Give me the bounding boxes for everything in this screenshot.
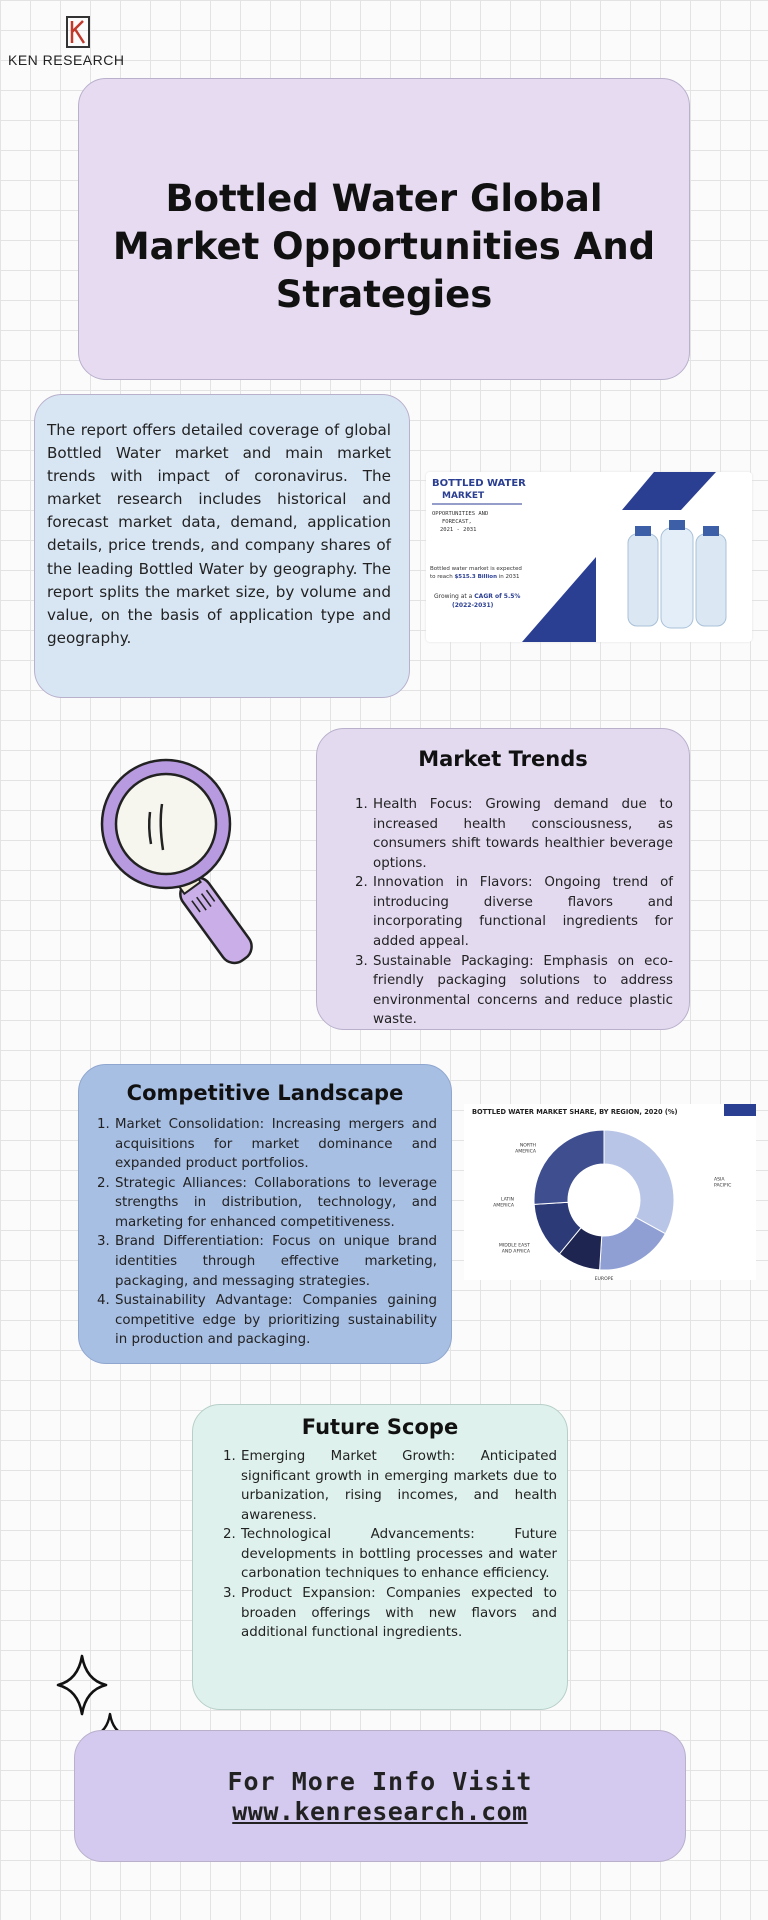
region-share-chart xyxy=(464,1104,756,1280)
brand-name: KEN RESEARCH xyxy=(8,52,125,68)
market-trends-card xyxy=(316,728,690,1030)
title-card xyxy=(78,78,690,380)
list-item: Emerging Market Growth: Anticipated significant growth in emerging markets due to urbanization, rising incomes, and health awareness. xyxy=(241,1449,557,1523)
future-scope-heading: Future Scope xyxy=(301,1415,459,1439)
footer-cta: For More Info Visit xyxy=(227,1767,533,1796)
chart-title: BOTTLED WATER MARKET SHARE, BY REGION, 2020 (%) xyxy=(472,1108,678,1116)
list-item: Product Expansion: Companies expected to broaden offerings with new flavors and additional functional ingredients. xyxy=(241,1585,557,1641)
market-report-graphic xyxy=(426,472,752,642)
market-trends-list xyxy=(355,795,673,1030)
market-trends-heading: Market Trends xyxy=(418,747,588,771)
list-item: Market Consolidation: Increasing mergers and acquisitions for market dominance and expanded product portfolios. xyxy=(115,1117,437,1172)
list-item: Health Focus: Growing demand due to increased health consciousness, as consumers shift towards healthier beverage options. xyxy=(373,797,673,871)
market-sub-3: 2021 - 2031 xyxy=(440,527,477,533)
pie-slice-asia-pacific xyxy=(604,1130,674,1234)
brand-logo xyxy=(8,14,158,70)
list-item: Brand Differentiation: Focus on unique brand identities through effective marketing, packaging, and messaging strategies. xyxy=(115,1234,437,1289)
market-heading-2: MARKET xyxy=(442,491,485,501)
competitive-list xyxy=(97,1115,437,1350)
slice-label: NORTH AMERICA xyxy=(515,1143,536,1155)
market-report-image xyxy=(426,472,752,642)
footer-card xyxy=(74,1730,686,1862)
page-title: Bottled Water Global Market Opportunities And Strategies xyxy=(112,177,656,317)
magnifying-glass-icon xyxy=(96,754,276,1004)
market-sub-1: OPPORTUNITIES AND xyxy=(432,511,489,517)
intro-text: The report offers detailed coverage of global Bottled Water market and main market trends with impact of coronavirus. The market research includes historical and forecast market data, demand, application details, price trends, and company shares of the leading Bottled Water by geography. The report splits the market size, by volume and value, on the basis of application type and geography. xyxy=(47,421,391,647)
water-bottles-icon xyxy=(628,520,726,628)
region-share-chart-svg xyxy=(464,1104,756,1280)
list-item: Innovation in Flavors: Ongoing trend of introducing diverse flavors and incorporating functional ingredients for added appeal. xyxy=(373,875,673,949)
market-heading-1: BOTTLED WATER xyxy=(432,478,526,489)
website-link[interactable]: www.kenresearch.com xyxy=(232,1797,528,1826)
pie-slice-north-america xyxy=(534,1130,604,1204)
ken-research-logo-icon xyxy=(66,16,90,48)
list-item: Strategic Alliances: Collaborations to leverage strengths in distribution, technology, and marketing for enhanced competitiveness. xyxy=(115,1175,437,1230)
magnifier-illustration xyxy=(96,754,276,1004)
list-item: Sustainable Packaging: Emphasis on eco-friendly packaging solutions to address environmental concerns and reduce plastic waste. xyxy=(373,953,673,1028)
slice-label: EUROPE xyxy=(594,1277,614,1280)
market-cagr: Growing at a CAGR of 5.5% xyxy=(434,593,521,600)
list-item: Technological Advancements: Future developments in bottling processes and water carbonation techniques to enhance efficiency. xyxy=(241,1527,557,1582)
slice-label: LATIN AMERICA xyxy=(493,1197,514,1209)
market-expect-1: Bottled water market is expected xyxy=(430,566,522,572)
slice-label: MIDDLE EAST AND AFRICA xyxy=(498,1243,530,1255)
future-scope-list xyxy=(223,1447,557,1643)
competitive-heading: Competitive Landscape xyxy=(126,1081,404,1105)
list-item: Sustainability Advantage: Companies gaining competitive edge by prioritizing sustainability in production and packaging. xyxy=(115,1293,437,1348)
intro-card xyxy=(34,394,410,698)
market-expect-2: to reach $515.3 Billion in 2031 xyxy=(430,574,520,580)
market-sub-2: FORECAST, xyxy=(442,519,472,525)
competitive-landscape-card xyxy=(78,1064,452,1364)
market-cagr-years: (2022-2031) xyxy=(452,602,494,609)
future-scope-card xyxy=(192,1404,568,1710)
sparkle-icon xyxy=(56,1654,108,1716)
slice-label: ASIA PACIFIC xyxy=(714,1177,732,1189)
